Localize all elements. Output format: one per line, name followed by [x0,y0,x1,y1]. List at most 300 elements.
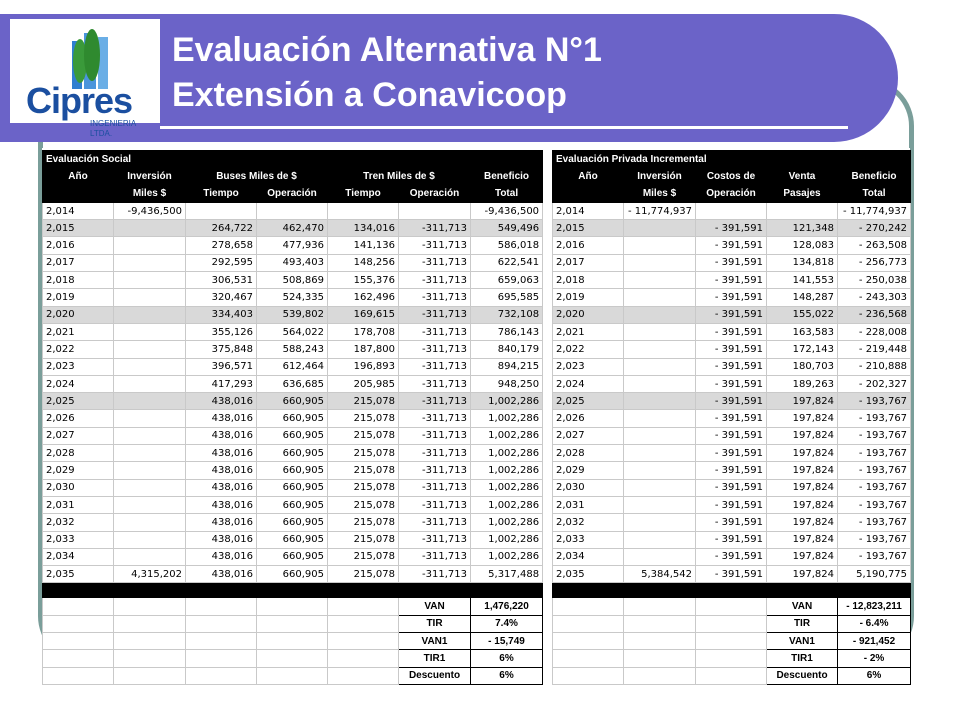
table-cell: 660,905 [257,531,328,548]
summary-value: - 2% [838,650,911,667]
table-cell: - 391,591 [696,462,767,479]
table-cell: 264,722 [186,220,257,237]
summary-label: VAN1 [767,633,838,650]
col-subheader-empty [553,185,624,202]
table-cell: 660,905 [257,514,328,531]
col-subheader-miles: Miles $ [114,185,186,202]
table-cell: -311,713 [399,272,471,289]
table-cell: -311,713 [399,410,471,427]
empty-cell [114,598,186,615]
summary-value: - 6.4% [838,615,911,632]
table-cell: 2,029 [43,462,114,479]
table-cell: 586,018 [471,237,543,254]
table-cell: 320,467 [186,289,257,306]
private-evaluation-table [552,150,911,685]
table-cell: 2,030 [553,479,624,496]
table-cell [114,272,186,289]
table-cell: 178,708 [328,323,399,340]
table-cell: 660,905 [257,410,328,427]
table-cell: 155,022 [767,306,838,323]
table-cell: - 391,591 [696,566,767,583]
empty-cell [553,615,624,632]
table-cell [328,202,399,219]
empty-cell [43,650,114,667]
empty-cell [114,667,186,684]
table-cell: - 193,767 [838,479,911,496]
table-cell [624,254,696,271]
table-cell: 197,824 [767,548,838,565]
empty-cell [257,667,328,684]
table-cell: 2,032 [553,514,624,531]
table-cell: -311,713 [399,566,471,583]
table-row [43,445,543,462]
table-cell: 2,020 [43,306,114,323]
table-cell: 215,078 [328,393,399,410]
table-cell: 141,553 [767,272,838,289]
table-cell: 148,256 [328,254,399,271]
table-cell: 189,263 [767,375,838,392]
table-row [43,479,543,496]
table-cell: - 202,327 [838,375,911,392]
table-cell: - 256,773 [838,254,911,271]
table-cell: 438,016 [186,462,257,479]
table-cell: 2,024 [43,375,114,392]
table-cell: 197,824 [767,531,838,548]
col-subheader-total: Total [471,185,543,202]
table-cell: 2,019 [43,289,114,306]
table-cell: 205,985 [328,375,399,392]
table-row [43,341,543,358]
table-cell: 197,824 [767,393,838,410]
table-cell: 2,017 [43,254,114,271]
table-cell: -9,436,500 [114,202,186,219]
social-section-title: Evaluación Social [43,151,543,168]
table-cell: - 236,568 [838,306,911,323]
social-evaluation-table [42,150,543,685]
empty-cell [186,650,257,667]
table-cell: 278,658 [186,237,257,254]
table-cell: 2,019 [553,289,624,306]
table-cell: 948,250 [471,375,543,392]
table-cell [624,341,696,358]
table-cell: 636,685 [257,375,328,392]
summary-value: - 921,452 [838,633,911,650]
table-cell [624,323,696,340]
table-cell: 197,824 [767,514,838,531]
col-subheader-operacion: Operación [399,185,471,202]
table-cell: - 270,242 [838,220,911,237]
table-cell: - 193,767 [838,427,911,444]
empty-cell [696,598,767,615]
empty-cell [328,633,399,650]
table-row [553,462,911,479]
table-cell [114,306,186,323]
table-row [43,272,543,289]
empty-cell [43,633,114,650]
table-row [553,220,911,237]
table-cell: 438,016 [186,496,257,513]
table-cell: 2,035 [553,566,624,583]
table-cell: 1,002,286 [471,462,543,479]
table-cell: 1,002,286 [471,479,543,496]
spreadsheet [42,148,910,684]
table-cell: 180,703 [767,358,838,375]
table-cell: 121,348 [767,220,838,237]
table-row [553,375,911,392]
summary-row [43,650,543,667]
table-row [553,323,911,340]
table-cell [624,220,696,237]
empty-cell [43,615,114,632]
table-cell [114,237,186,254]
table-cell [624,479,696,496]
table-cell: 660,905 [257,479,328,496]
col-subheader-miles: Miles $ [624,185,696,202]
table-row [43,237,543,254]
table-cell [696,202,767,219]
table-row [553,358,911,375]
table-cell: 2,023 [43,358,114,375]
col-header-buses: Buses Miles de $ [186,168,328,185]
table-cell: 2,033 [43,531,114,548]
table-row [43,202,543,219]
table-cell: 197,824 [767,496,838,513]
table-cell: -311,713 [399,306,471,323]
table-cell: 2,016 [43,237,114,254]
empty-cell [624,667,696,684]
table-cell: - 391,591 [696,254,767,271]
table-cell: 2,018 [553,272,624,289]
table-cell: 1,002,286 [471,393,543,410]
col-subheader-tiempo: Tiempo [186,185,257,202]
table-cell: 128,083 [767,237,838,254]
table-cell: 2,033 [553,531,624,548]
table-row [43,289,543,306]
table-cell: 477,936 [257,237,328,254]
empty-cell [328,667,399,684]
empty-cell [553,667,624,684]
table-row [43,254,543,271]
empty-cell [43,598,114,615]
summary-value: 6% [471,650,543,667]
table-row [43,531,543,548]
table-cell [114,548,186,565]
empty-cell [114,650,186,667]
table-cell: 197,824 [767,479,838,496]
table-cell: 197,824 [767,410,838,427]
empty-cell [328,598,399,615]
table-cell: - 391,591 [696,289,767,306]
table-cell: 786,143 [471,323,543,340]
table-cell: 660,905 [257,445,328,462]
table-cell: 695,585 [471,289,543,306]
table-cell: 894,215 [471,358,543,375]
table-cell: 462,470 [257,220,328,237]
table-cell [624,445,696,462]
table-cell: -311,713 [399,531,471,548]
table-cell: - 391,591 [696,272,767,289]
empty-cell [553,598,624,615]
empty-cell [114,615,186,632]
table-cell [114,427,186,444]
table-cell [624,548,696,565]
summary-label: VAN [767,598,838,615]
empty-cell [696,667,767,684]
private-section-title: Evaluación Privada Incremental [553,151,911,168]
table-row [553,427,911,444]
private-black-bar [553,583,911,598]
summary-row [43,598,543,615]
table-cell: 306,531 [186,272,257,289]
table-cell: -311,713 [399,237,471,254]
table-row [553,410,911,427]
table-cell: - 193,767 [838,393,911,410]
empty-cell [114,633,186,650]
table-cell: 396,571 [186,358,257,375]
table-cell: 2,034 [553,548,624,565]
col-header-ano: Año [43,168,114,185]
summary-row [553,667,911,684]
table-cell [114,445,186,462]
table-cell: 5,190,775 [838,566,911,583]
table-cell: 438,016 [186,548,257,565]
table-cell: 2,021 [43,323,114,340]
table-cell: 134,818 [767,254,838,271]
table-row [553,479,911,496]
table-cell [114,289,186,306]
table-cell: -311,713 [399,220,471,237]
table-row [553,496,911,513]
table-cell: 215,078 [328,410,399,427]
table-cell [624,496,696,513]
empty-cell [624,598,696,615]
table-row [43,514,543,531]
table-cell: 2,021 [553,323,624,340]
table-cell: 2,027 [43,427,114,444]
table-cell: 732,108 [471,306,543,323]
table-cell: 2,031 [43,496,114,513]
table-cell: - 193,767 [838,462,911,479]
summary-row [553,598,911,615]
summary-label: VAN1 [399,633,471,650]
summary-row [43,615,543,632]
table-cell: -311,713 [399,358,471,375]
summary-label: Descuento [767,667,838,684]
table-row [43,323,543,340]
col-header-ano: Año [553,168,624,185]
table-cell: 169,615 [328,306,399,323]
table-cell: 334,403 [186,306,257,323]
table-cell: -311,713 [399,254,471,271]
table-cell: 215,078 [328,427,399,444]
table-cell: - 391,591 [696,514,767,531]
table-cell: 2,015 [43,220,114,237]
table-cell: 622,541 [471,254,543,271]
table-cell [114,496,186,513]
table-row [553,445,911,462]
table-cell: 134,016 [328,220,399,237]
col-header-tren: Tren Miles de $ [328,168,471,185]
empty-cell [696,650,767,667]
table-cell: 1,002,286 [471,531,543,548]
table-cell [624,272,696,289]
table-cell: 564,022 [257,323,328,340]
summary-label: TIR1 [767,650,838,667]
table-cell: - 391,591 [696,375,767,392]
table-row [43,375,543,392]
col-header-beneficio: Beneficio [471,168,543,185]
table-cell: - 193,767 [838,496,911,513]
table-cell: 2,032 [43,514,114,531]
col-subheader-tiempo: Tiempo [328,185,399,202]
table-cell [186,202,257,219]
banner-divider [160,126,848,129]
table-cell: 196,893 [328,358,399,375]
table-cell: 660,905 [257,566,328,583]
col-subheader-operacion: Operación [696,185,767,202]
table-cell: 2,017 [553,254,624,271]
table-cell: 438,016 [186,427,257,444]
table-cell: - 391,591 [696,496,767,513]
table-row [43,306,543,323]
table-cell: - 243,303 [838,289,911,306]
empty-cell [553,650,624,667]
empty-cell [186,633,257,650]
table-cell [114,479,186,496]
table-cell [114,254,186,271]
table-cell [624,514,696,531]
table-cell: - 210,888 [838,358,911,375]
table-row [43,220,543,237]
table-cell: - 391,591 [696,445,767,462]
summary-value: - 15,749 [471,633,543,650]
table-cell: -311,713 [399,462,471,479]
summary-value: 7.4% [471,615,543,632]
page-title-line2: Extensión a Conavicoop [172,76,567,114]
table-cell: 660,905 [257,548,328,565]
table-cell: 215,078 [328,445,399,462]
table-row [43,427,543,444]
table-row [553,548,911,565]
table-cell: 2,025 [553,393,624,410]
table-cell: - 391,591 [696,220,767,237]
table-cell: - 193,767 [838,445,911,462]
table-cell: - 193,767 [838,548,911,565]
table-cell: 197,824 [767,566,838,583]
table-cell: 2,014 [553,202,624,219]
summary-row [43,667,543,684]
table-cell: - 391,591 [696,531,767,548]
empty-cell [328,615,399,632]
table-cell: 1,002,286 [471,410,543,427]
summary-row [553,615,911,632]
summary-value: - 12,823,211 [838,598,911,615]
table-cell: 1,002,286 [471,514,543,531]
table-cell: 2,016 [553,237,624,254]
table-cell: - 391,591 [696,341,767,358]
logo-subtitle: INGENIERIA LTDA. [90,119,136,138]
empty-cell [328,650,399,667]
table-cell: 438,016 [186,445,257,462]
table-cell: 2,022 [43,341,114,358]
table-cell: 1,002,286 [471,496,543,513]
table-cell: 2,022 [553,341,624,358]
table-cell: - 11,774,937 [838,202,911,219]
col-header-beneficio: Beneficio [838,168,911,185]
table-cell [624,358,696,375]
table-cell: 2,027 [553,427,624,444]
table-cell: 2,028 [553,445,624,462]
table-cell: 215,078 [328,548,399,565]
table-cell: 2,024 [553,375,624,392]
table-cell: 2,018 [43,272,114,289]
table-cell: 187,800 [328,341,399,358]
table-cell: 2,020 [553,306,624,323]
table-row [43,496,543,513]
table-cell [114,531,186,548]
summary-label: TIR [767,615,838,632]
table-cell: 660,905 [257,427,328,444]
table-cell: 5,384,542 [624,566,696,583]
table-cell: 2,023 [553,358,624,375]
empty-cell [257,598,328,615]
empty-cell [624,650,696,667]
table-cell: 588,243 [257,341,328,358]
table-cell: - 391,591 [696,479,767,496]
table-cell [624,531,696,548]
table-cell: 438,016 [186,479,257,496]
col-subheader-pasajes: Pasajes [767,185,838,202]
table-cell: 438,016 [186,393,257,410]
table-cell: -311,713 [399,393,471,410]
table-cell: 840,179 [471,341,543,358]
table-cell: - 193,767 [838,410,911,427]
table-cell: -311,713 [399,496,471,513]
table-cell: -311,713 [399,548,471,565]
table-cell: - 391,591 [696,410,767,427]
table-cell: 524,335 [257,289,328,306]
table-cell: 5,317,488 [471,566,543,583]
table-row [553,531,911,548]
summary-value: 6% [471,667,543,684]
table-cell: -311,713 [399,375,471,392]
company-logo [10,19,160,138]
table-cell: 2,031 [553,496,624,513]
table-cell [114,323,186,340]
table-row [553,393,911,410]
table-cell [114,220,186,237]
table-row [553,514,911,531]
table-cell: 2,014 [43,202,114,219]
table-row [43,566,543,583]
table-cell: 215,078 [328,514,399,531]
table-cell [624,306,696,323]
table-cell: - 391,591 [696,237,767,254]
table-cell: 2,035 [43,566,114,583]
table-cell: 2,026 [43,410,114,427]
summary-row [43,633,543,650]
table-cell: 2,034 [43,548,114,565]
empty-cell [186,615,257,632]
table-cell: 172,143 [767,341,838,358]
table-cell: - 263,508 [838,237,911,254]
table-cell: 1,002,286 [471,445,543,462]
table-cell [624,427,696,444]
summary-value: 6% [838,667,911,684]
table-cell: - 391,591 [696,548,767,565]
table-cell [399,202,471,219]
table-row [553,272,911,289]
